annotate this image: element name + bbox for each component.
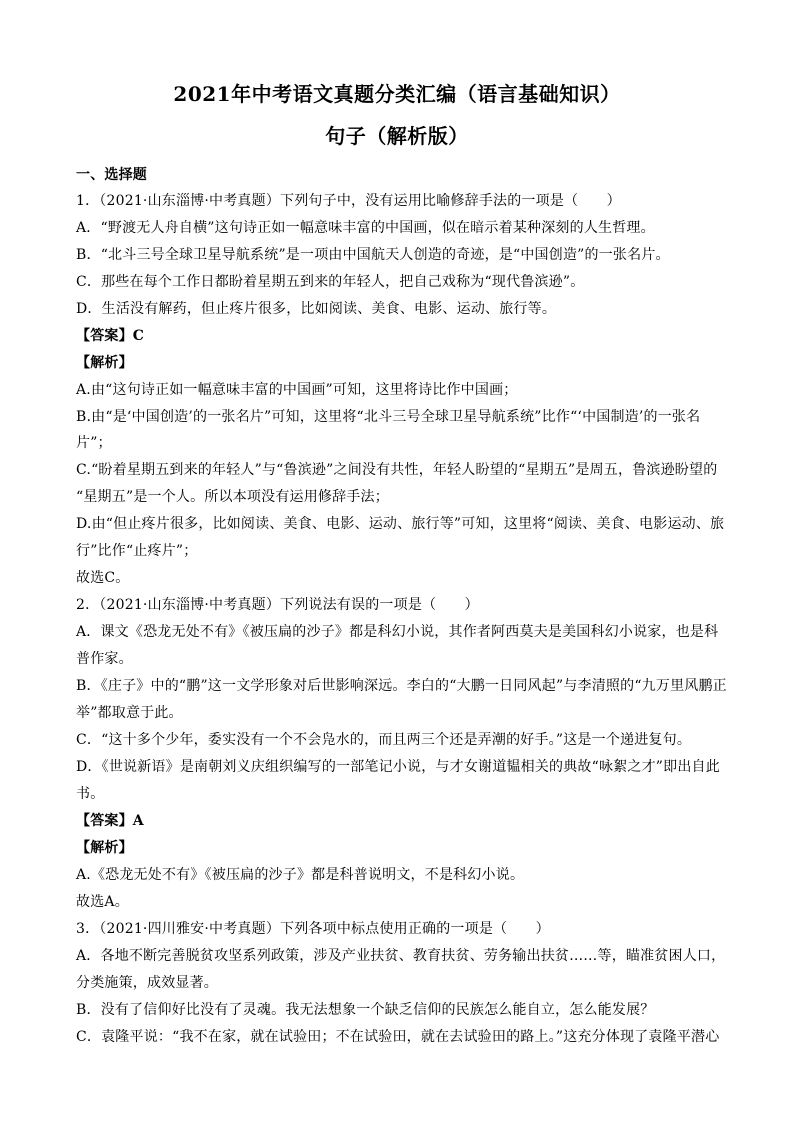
- document-title: 2021年中考语文真题分类汇编（语言基础知识）: [173, 82, 621, 106]
- text-line: A．“野渡无人舟自横”这句诗正如一幅意味丰富的中国画，似在暗示着某种深刻的人生哲理。: [76, 220, 655, 236]
- text-line: B．《庄子》中的“鹏”这一文学形象对后世影响深远。李白的“大鹏一日同风起”与李清照的“九万里风鹏正: [76, 678, 727, 694]
- document-subtitle: 句子（解析版）: [325, 124, 469, 148]
- analysis-label: 【解析】: [76, 840, 133, 856]
- text-line: C．那些在每个工作日都盼着星期五到来的年轻人，把自己戏称为“现代鲁滨逊”。: [76, 274, 585, 290]
- text-line: 故选A。: [76, 894, 129, 910]
- answer-label: 【答案】A: [76, 813, 144, 829]
- text-line: C．“这十多个少年，委实没有一个不会凫水的，而且两三个还是弄潮的好手。”这是一个递进复句。: [76, 732, 692, 748]
- text-line: 行”比作“止疼片”；: [76, 543, 198, 559]
- text-line: 3．（2021·四川雅安·中考真题）下列各项中标点使用正确的一项是（ ）: [76, 921, 550, 937]
- text-line: 片”；: [76, 435, 112, 451]
- text-line: B.由“是‘中国创造’的一张名片”可知，这里将“北斗三号全球卫星导航系统”比作“‘中国制造’的一张名: [76, 409, 701, 425]
- text-line: 故选C。: [76, 570, 130, 586]
- text-line: 2．（2021·山东淄博·中考真题）下列说法有误的一项是（ ）: [76, 597, 479, 613]
- text-line: A.《恐龙无处不有》《被压扁的沙子》都是科普说明文，不是科幻小说。: [76, 867, 525, 883]
- section-heading: 一、选择题: [76, 167, 147, 183]
- text-line: A．各地不断完善脱贫攻坚系列政策，涉及产业扶贫、教育扶贫、劳务输出扶贫……等，瞄准贫困人口，: [76, 948, 726, 964]
- text-line: B．“北斗三号全球卫星导航系统”是一项由中国航天人创造的奇迹，是“中国创造”的一张名片。: [76, 247, 670, 263]
- text-line: C.“盼着星期五到来的年轻人”与“鲁滨逊”之间没有共性，年轻人盼望的“星期五”是周五，鲁滨逊盼望的: [76, 462, 718, 478]
- text-line: A.由“这句诗正如一幅意味丰富的中国画”可知，这里将诗比作中国画；: [76, 382, 518, 398]
- analysis-label: 【解析】: [76, 355, 133, 371]
- text-line: “星期五”是一个人。所以本项没有运用修辞手法；: [76, 489, 389, 505]
- answer-label: 【答案】C: [76, 328, 145, 344]
- text-line: 书。: [76, 786, 105, 802]
- text-line: C．袁隆平说：“我不在家，就在试验田；不在试验田，就在去试验田的路上。”这充分体现了袁隆平潜心: [76, 1029, 720, 1045]
- text-line: D.由“但止疼片很多，比如阅读、美食、电影、运动、旅行等”可知，这里将“阅读、美食、电影运动、旅: [76, 516, 725, 532]
- text-line: 普作家。: [76, 651, 133, 667]
- text-line: 举”都取意于此。: [76, 705, 183, 721]
- text-line: A．课文《恐龙无处不有》《被压扁的沙子》都是科幻小说，其作者阿西莫夫是美国科幻小说家，也是科: [76, 624, 719, 640]
- text-line: 分类施策，成效显著。: [76, 975, 218, 991]
- text-line: D．生活没有解药，但止疼片很多，比如阅读、美食、电影、运动、旅行等。: [76, 301, 557, 317]
- text-line: B．没有了信仰好比没有了灵魂。我无法想象一个缺乏信仰的民族怎么能自立，怎么能发展？: [76, 1002, 655, 1018]
- text-line: D．《世说新语》是南朝刘义庆组织编写的一部笔记小说，与才女谢道韫相关的典故“咏絮之才”即出自此: [76, 759, 720, 775]
- text-line: 1．（2021·山东淄博·中考真题）下列句子中，没有运用比喻修辞手法的一项是（ ）: [76, 193, 621, 209]
